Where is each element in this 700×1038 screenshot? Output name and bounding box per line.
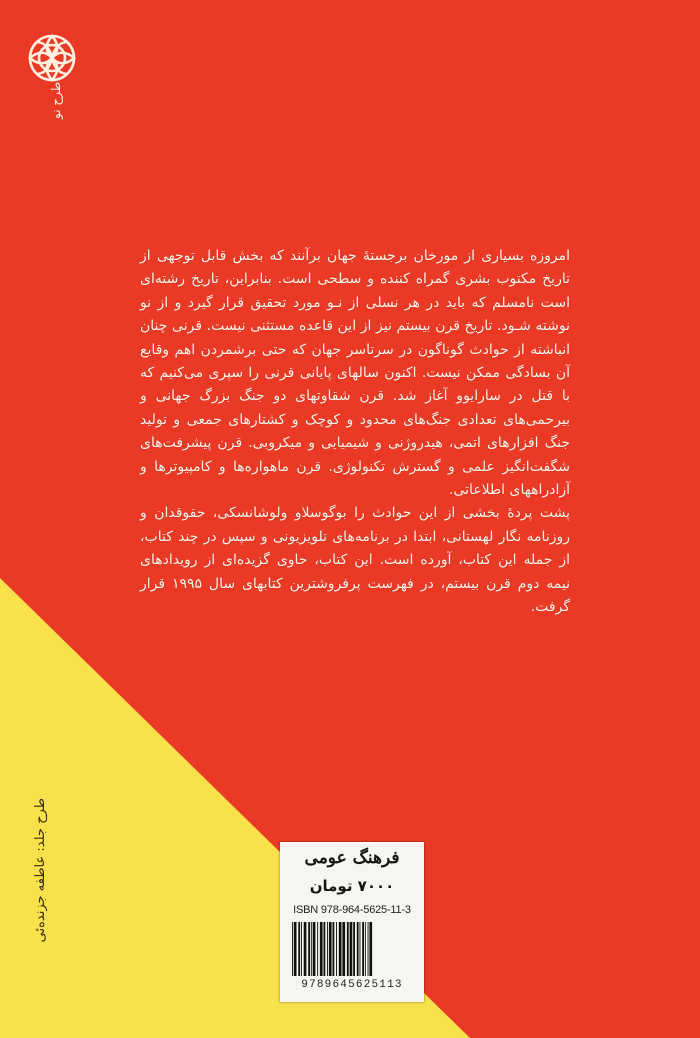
publisher-logo-text: طرح نو (49, 81, 63, 119)
back-cover-blurb (140, 245, 570, 620)
barcode-number: 9789645625113 (301, 979, 403, 991)
book-price: ۷۰۰۰ تومان (309, 877, 395, 895)
cover-designer-credit (12, 730, 68, 1010)
publisher-name: فرهنگ عومی (304, 848, 400, 868)
blurb-paragraph: امروزه بسیاری از مورخان برجستهٔ جهان برآنند که بخش قابل توجهی از تاریخ مکتوب بشری گمراه کننده و سطحی است. بنابراین، تاریخ رشته‌ای است نامسلم که باید در هر نسلی از نـو مورد تحقیق قرار گیرد و از نو نوشته شـود. تاریخ قرن بیستم نیز از این قاعده مستثنی نیست. قرنی چنان انباشته از حوادث گوناگون در سرتاسر جهان که حتی برشمردن اهم وقایع آن بسادگی ممکن نیست. اکنون سالهای پایانی قرنی را سپری می‌کنیم که با قتل در سارایوو آغاز شد. قرن شقاوتهای دو جنگ بزرگ جهانی و بیرحمی‌های تعدادی جنگ‌های محدود و کوچک و کشتارهای جمعی و تولید جنگ افزارهای اتمی، هیدروژنی و شیمیایی و میکروبی. قرن پیشرفت‌های شگفت‌انگیز علمی و گسترش تکنولوژی. قرن ماهواره‌ها و کامپیوترها و آزادراههای اطلاعاتی. (140, 248, 570, 499)
isbn-number: ISBN 978-964-5625-11-3 (293, 904, 411, 916)
blurb-paragraph: پشت پردهٔ بخشی از این حوادث را بوگوسلاو ولوشانسکی، حقوقدان و روزنامه نگار لهستانی، ابتدا در برنامه‌های تلویزیونی و سپس در چند کتاب، از جمله این کتاب، آورده است. این کتاب، حاوی گزیده‌ای از رویدادهای نیمه دوم قرن بیستم، در فهرست پرفروشترین کتابهای سال ۱۹۹۵ قرار گرفت. (140, 505, 570, 616)
barcode-icon (290, 922, 414, 976)
price-sticker (280, 842, 424, 1002)
designer-credit-text: طرح جلد: عاطفه جزنده‌ئی (32, 797, 48, 943)
